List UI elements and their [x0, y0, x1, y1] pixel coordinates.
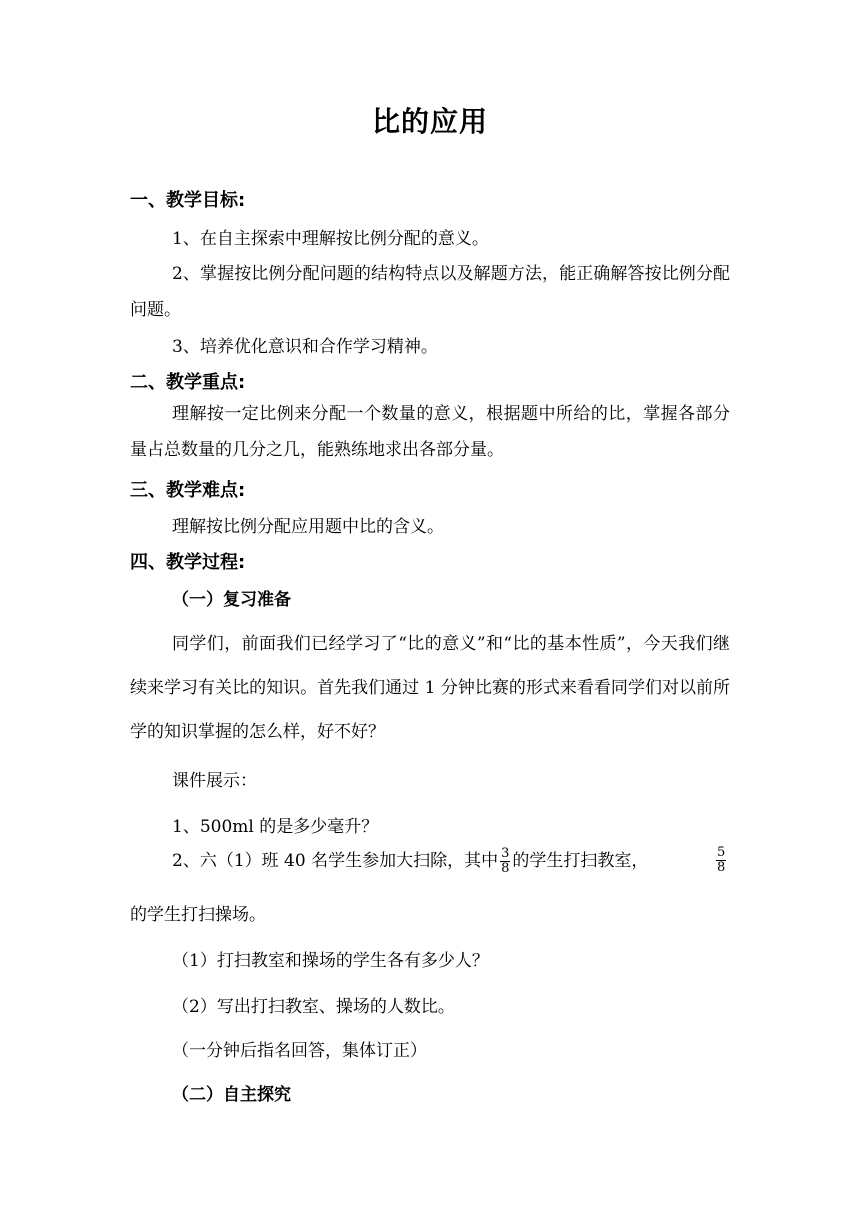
question-2-text-middle: 的学生打扫教室， — [512, 851, 649, 871]
fraction-denominator: 8 — [501, 861, 510, 876]
difficulties-text: 理解按比例分配应用题中比的含义。 — [172, 517, 444, 537]
objective-item-3: 3、培养优化意识和合作学习精神。 — [172, 337, 438, 357]
subsection-heading-exploration: （二）自主探究 — [172, 1085, 291, 1105]
fraction-denominator: 8 — [717, 860, 726, 875]
question-1: 1、500ml 的是多少毫升？ — [172, 817, 379, 837]
fraction-numerator: 3 — [501, 846, 510, 861]
sub-question-2: （2）写出打扫教室、操场的人数比。 — [172, 997, 455, 1017]
fraction-numerator: 5 — [717, 845, 726, 860]
objective-item-1: 1、在自主探索中理解按比例分配的意义。 — [172, 229, 489, 249]
section-heading-objectives: 一、教学目标: — [130, 190, 246, 211]
page-title: 比的应用 — [371, 105, 488, 138]
subsection-heading-review: （一）复习准备 — [172, 590, 291, 610]
section-heading-difficulties: 三、教学难点: — [130, 480, 246, 501]
courseware-label: 课件展示： — [172, 771, 257, 791]
fraction-three-eighths — [500, 847, 510, 876]
review-intro-paragraph: 同学们，前面我们已经学习了“比的意义”和“比的基本性质”，今天我们继续来学习有关比的知识。首先我们通过 1 分钟比赛的形式来看看同学们对以前所学的知识掌握的怎么样，好不好？ — [130, 634, 730, 742]
answer-note: （一分钟后指名回答，集体订正） — [172, 1041, 427, 1061]
sub-question-1: （1）打扫教室和操场的学生各有多少人？ — [172, 951, 489, 971]
question-2 — [172, 846, 648, 876]
question-2-text-after: 的学生打扫操场。 — [130, 905, 266, 925]
fraction-five-eighths — [716, 846, 726, 875]
section-heading-key-points: 二、教学重点: — [130, 372, 246, 393]
fraction-five-eighths-wrapper — [714, 846, 728, 875]
section-heading-process: 四、教学过程: — [130, 552, 246, 573]
objective-item-2: 2、掌握按比例分配问题的结构特点以及解题方法，能正确解答按比例分配问题。 — [130, 264, 730, 320]
key-points-text: 理解按一定比例来分配一个数量的意义，根据题中所给的比，掌握各部分量占总数量的几分之几，能熟练地求出各部分量。 — [130, 404, 730, 460]
question-2-text-before: 2、六（1）班 40 名学生参加大扫除，其中 — [172, 851, 499, 871]
